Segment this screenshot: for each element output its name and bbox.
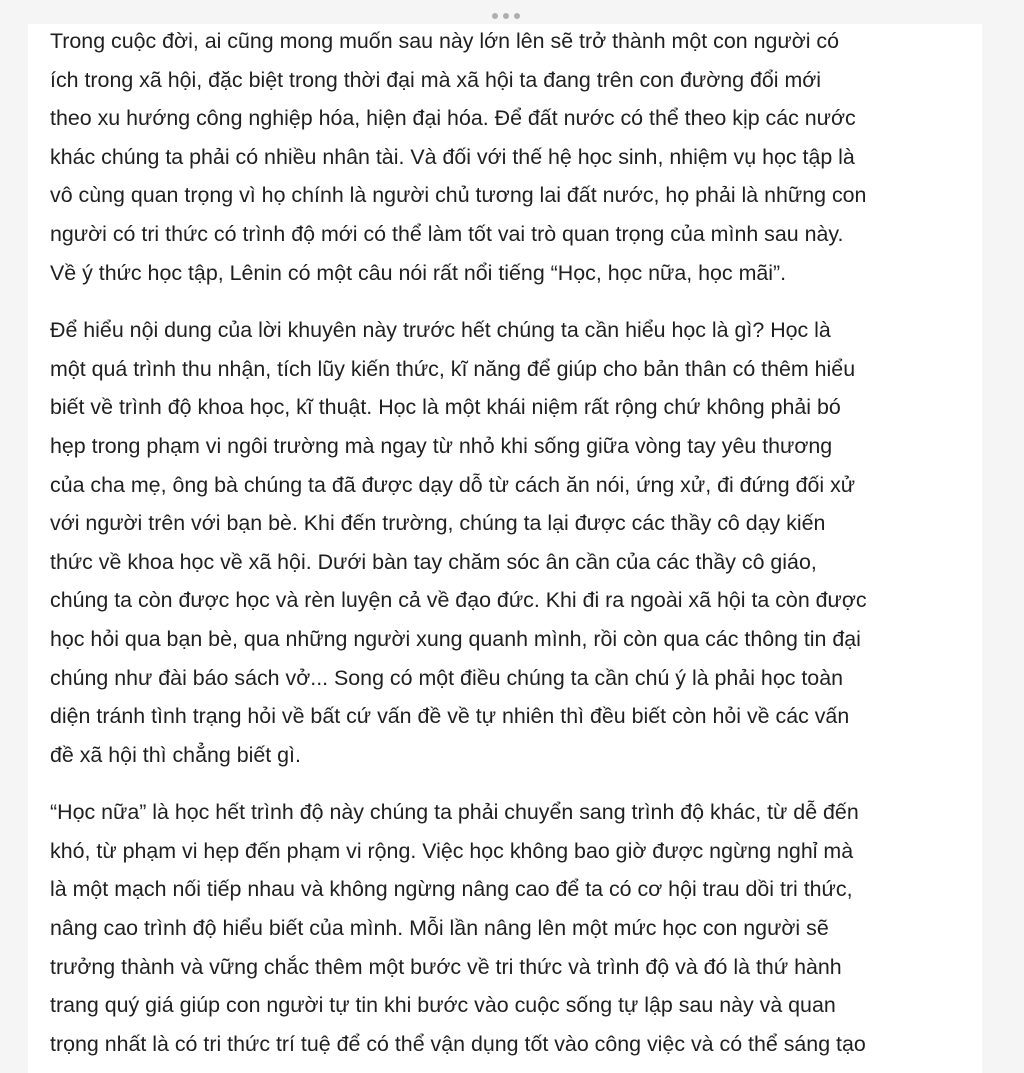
dot xyxy=(492,13,498,19)
text-line: trọng nhất là có tri thức trí tuệ để có thể vận dụng tốt vào công việc và có thể sáng tạo xyxy=(50,1031,866,1056)
text-line: hẹp trong phạm vi ngôi trường mà ngay từ nhỏ khi sống giữa vòng tay yêu thương xyxy=(50,433,833,458)
text-line: của cha mẹ, ông bà chúng ta đã được dạy dỗ từ cách ăn nói, ứng xử, đi đứng đối xử xyxy=(50,472,856,497)
text-line: “Học nữa” là học hết trình độ này chúng ta phải chuyển sang trình độ khác, từ dễ đến xyxy=(50,800,859,825)
text-line: thức về khoa học về xã hội. Dưới bàn tay chăm sóc ân cần của các thầy cô giáo, xyxy=(50,549,817,574)
text-line: theo xu hướng công nghiệp hóa, hiện đại hóa. Để đất nước có thể theo kịp các nước xyxy=(50,106,856,131)
text-line: diện tránh tình trạng hỏi về bất cứ vấn đề về tự nhiên thì đều biết còn hỏi về các vấn xyxy=(50,704,850,729)
text-line: khó, từ phạm vi hẹp đến phạm vi rộng. Việc học không bao giờ được ngừng nghỉ mà xyxy=(50,838,854,863)
text-line: nâng cao trình độ hiểu biết của mình. Mỗi lần nâng lên một mức học con người sẽ xyxy=(50,916,829,941)
text-line: chúng ta còn được học và rèn luyện cả về đạo đức. Khi đi ra ngoài xã hội ta còn được xyxy=(50,588,867,613)
article-body xyxy=(50,22,970,1073)
text-line: là một mạch nối tiếp nhau và không ngừng nâng cao để ta có cơ hội trau dồi tri thức, xyxy=(50,877,853,902)
paragraph-3 xyxy=(50,793,970,1063)
text-line: một quá trình thu nhận, tích lũy kiến thức, kĩ năng để giúp cho bản thân có thêm hiểu xyxy=(50,356,856,381)
text-line: Về ý thức học tập, Lênin có một câu nói rất nổi tiếng “Học, học nữa, học mãi”. xyxy=(50,260,787,285)
more-horizontal-dots-icon[interactable] xyxy=(492,12,520,20)
text-line: người có tri thức có trình độ mới có thể làm tốt vai trò quan trọng của mình sau này. xyxy=(50,221,844,246)
text-line: ích trong xã hội, đặc biệt trong thời đại mà xã hội ta đang trên con đường đổi mới xyxy=(50,67,822,92)
paragraph-2 xyxy=(50,311,970,774)
text-line: chúng như đài báo sách vở... Song có một điều chúng ta cần chú ý là phải học toàn xyxy=(50,665,843,690)
dot xyxy=(503,13,509,19)
text-line: vô cùng quan trọng vì họ chính là người chủ tương lai đất nước, họ phải là những con xyxy=(50,183,867,208)
text-line: Trong cuộc đời, ai cũng mong muốn sau này lớn lên sẽ trở thành một con người có xyxy=(50,29,840,53)
text-line: Để hiểu nội dung của lời khuyên này trước hết chúng ta cần hiểu học là gì? Học là xyxy=(50,318,831,343)
text-line: học hỏi qua bạn bè, qua những người xung quanh mình, rồi còn qua các thông tin đại xyxy=(50,626,861,651)
text-line: trưởng thành và vững chắc thêm một bước về tri thức và trình độ và đó là thứ hành xyxy=(50,954,842,979)
text-line: đề xã hội thì chẳng biết gì. xyxy=(50,742,301,767)
dot xyxy=(514,13,520,19)
paragraph-1 xyxy=(50,22,970,292)
text-line: khác chúng ta phải có nhiều nhân tài. Và đối với thế hệ học sinh, nhiệm vụ học tập là xyxy=(50,144,855,169)
text-line: với người trên với bạn bè. Khi đến trường, chúng ta lại được các thầy cô dạy kiến xyxy=(50,511,826,536)
text-line: biết về trình độ khoa học, kĩ thuật. Học là một khái niệm rất rộng chứ không phải bó xyxy=(50,395,841,420)
text-line: trang quý giá giúp con người tự tin khi bước vào cuộc sống tự lập sau này và quan xyxy=(50,993,836,1018)
